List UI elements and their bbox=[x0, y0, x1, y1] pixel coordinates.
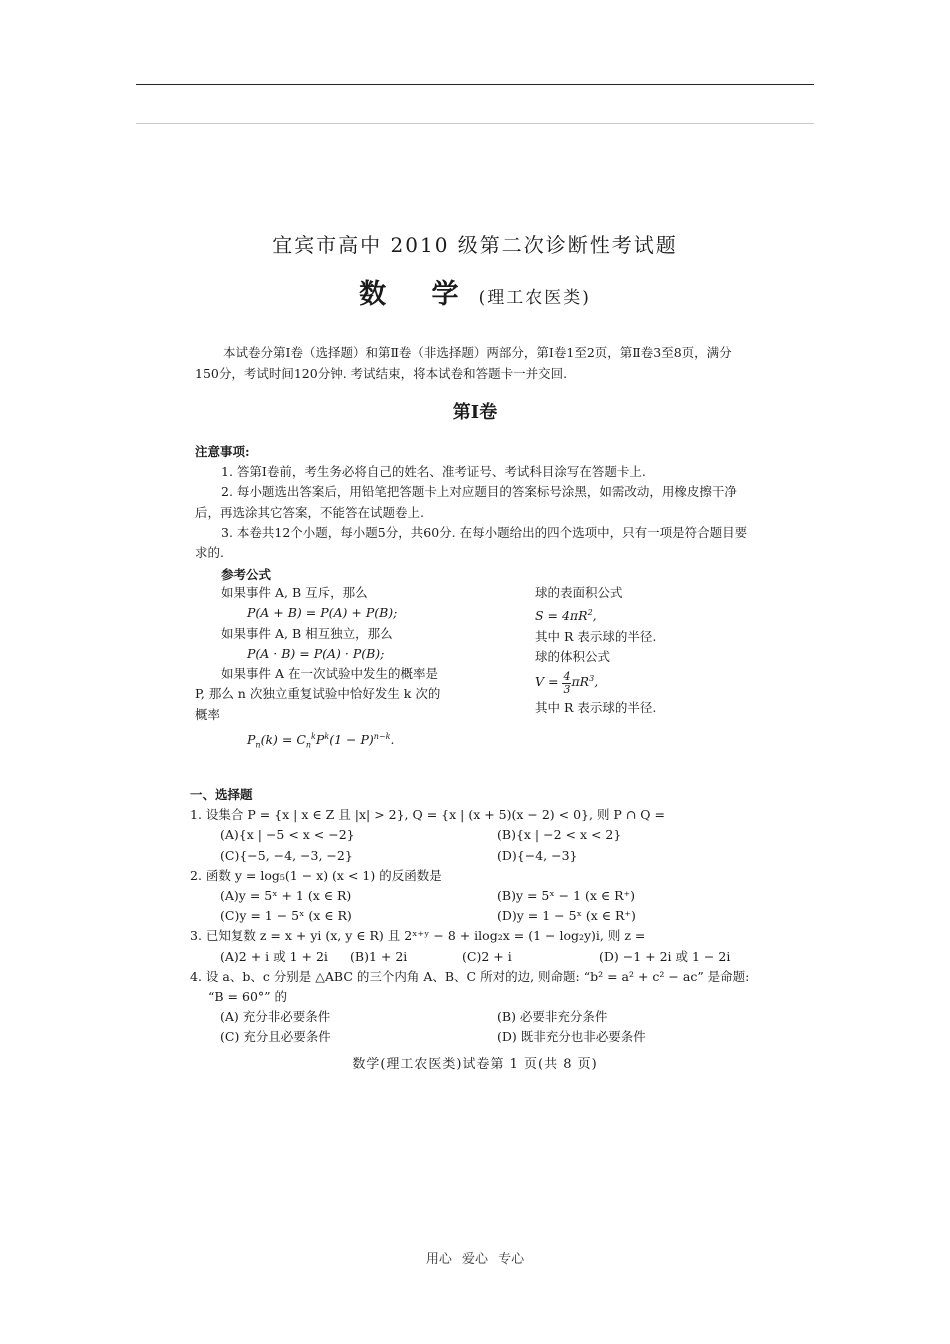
formula-text: (k) = C bbox=[260, 732, 306, 748]
formula-line: P(A + B) = P(A) + P(B); bbox=[247, 605, 398, 621]
option-d: (D) 既非充分也非必要条件 bbox=[497, 1029, 646, 1045]
section-title: 一、选择题 bbox=[190, 787, 253, 802]
formula-line: 其中 R 表示球的半径. bbox=[535, 628, 657, 644]
formula-text: . bbox=[390, 732, 395, 748]
formula-text: , bbox=[594, 674, 599, 690]
formula-sup: k bbox=[311, 732, 316, 742]
formula-line: 其中 R 表示球的半径. bbox=[535, 699, 657, 715]
question-1 bbox=[190, 805, 760, 866]
option-a: (A)2 + i 或 1 + 2i bbox=[220, 948, 328, 964]
exam-title: 宜宾市高中 2010 级第二次诊断性考试题 bbox=[272, 233, 678, 257]
question-2 bbox=[190, 866, 760, 927]
fraction-denominator: 3 bbox=[563, 682, 571, 696]
subject-name: 数 学 bbox=[359, 279, 477, 310]
formula-line: 概率 bbox=[195, 706, 221, 722]
option-d: (D)y = 1 − 5ˣ (x ∈ R⁺) bbox=[497, 908, 636, 924]
page-slogan: 用心 爱心 专心 bbox=[425, 1252, 525, 1267]
question-options bbox=[190, 825, 760, 865]
top-rule bbox=[136, 84, 814, 85]
option-c: (C) 充分且必要条件 bbox=[220, 1029, 331, 1045]
formula-text: , bbox=[592, 608, 597, 624]
option-c: (C)2 + i bbox=[462, 948, 512, 964]
page-footer: 数学(理工农医类)试卷第 1 页(共 8 页) bbox=[352, 1057, 598, 1072]
exam-intro: 本试卷分第Ⅰ卷（选择题）和第Ⅱ卷（非选择题）两部分，第Ⅰ卷1至2页，第Ⅱ卷3至8页，满分150分，考试时间120分钟. 考试结束，将本试卷和答题卡一并交回. bbox=[195, 345, 732, 381]
question-options bbox=[190, 886, 760, 926]
option-d: (D) −1 + 2i 或 1 − 2i bbox=[599, 948, 731, 964]
formula-sup: 2 bbox=[587, 608, 593, 618]
formula-sup: k bbox=[324, 732, 330, 742]
option-c: (C)y = 1 − 5ˣ (x ∈ R) bbox=[220, 908, 352, 924]
notes-heading: 注意事项: bbox=[195, 444, 250, 459]
question-stem-continued: “B = 60°” 的 bbox=[208, 989, 288, 1005]
surface-area-formula bbox=[535, 603, 755, 626]
question-stem: 1. 设集合 P = {x | x ∈ Z 且 |x| > 2}, Q = {x | (x + 5)(x − 2) < 0}, 则 P ∩ Q = bbox=[190, 807, 665, 823]
formula-text: V = bbox=[535, 674, 563, 690]
formula-text: πR bbox=[571, 674, 590, 690]
probability-formulas bbox=[195, 583, 475, 756]
option-c: (C){−5, −4, −3, −2} bbox=[220, 847, 353, 863]
question-stem: 4. 设 a、b、c 分别是 △ABC 的三个内角 A、B、C 所对的边, 则命题: “b² = a² + c² − ac” 是命题: bbox=[190, 968, 750, 984]
option-a: (A){x | −5 < x < −2} bbox=[220, 827, 355, 843]
formula-line: 如果事件 A, B 相互独立，那么 bbox=[221, 625, 393, 641]
formula-sup: 3 bbox=[589, 674, 595, 684]
formulas-title: 参考公式 bbox=[221, 567, 272, 582]
option-b: (B)y = 5ˣ − 1 (x ∈ R⁺) bbox=[497, 888, 636, 904]
formula-sup: n−k bbox=[373, 732, 391, 742]
volume-title: 第Ⅰ卷 bbox=[452, 402, 498, 423]
multiple-choice-section bbox=[190, 785, 760, 1048]
fraction-numerator: 4 bbox=[563, 669, 571, 683]
option-a: (A) 充分非必要条件 bbox=[220, 1009, 331, 1025]
question-3 bbox=[190, 926, 760, 966]
question-options bbox=[190, 947, 760, 967]
formula-text: P bbox=[315, 732, 325, 748]
formula-line: 如果事件 A, B 互斥，那么 bbox=[221, 585, 368, 600]
question-4 bbox=[190, 967, 760, 1048]
formula-line: 球的表面积公式 bbox=[535, 585, 623, 600]
formula-sub: n bbox=[305, 740, 312, 750]
option-b: (B)1 + 2i bbox=[350, 948, 408, 964]
option-b: (B){x | −2 < x < 2} bbox=[497, 827, 622, 843]
formula-line: P, 那么 n 次独立重复试验中恰好发生 k 次的 bbox=[195, 686, 441, 702]
question-options bbox=[190, 1007, 760, 1047]
secondary-rule bbox=[136, 123, 814, 124]
formula-text: (1 − P) bbox=[329, 732, 374, 748]
formula-line: P(A · B) = P(A) · P(B); bbox=[247, 645, 385, 661]
notes-section bbox=[195, 442, 755, 563]
formula-text: S = 4πR bbox=[535, 608, 588, 624]
option-d: (D){−4, −3} bbox=[497, 847, 578, 863]
volume-formula bbox=[535, 669, 755, 695]
note-item: 2. 每小题选出答案后，用铅笔把答题卡上对应题目的答案标号涂黑，如需改动，用橡皮擦干净后，再选涂其它答案，不能答在试题卷上. bbox=[195, 484, 737, 520]
sphere-formulas bbox=[535, 583, 755, 718]
binomial-formula bbox=[195, 727, 475, 756]
formula-sub: n bbox=[255, 740, 261, 750]
formula-line: 如果事件 A 在一次试验中发生的概率是 bbox=[221, 666, 438, 682]
formula-text: P bbox=[247, 732, 256, 748]
note-item: 3. 本卷共12个小题，每小题5分，共60分. 在每小题给出的四个选项中，只有一项是符合题目要求的. bbox=[195, 524, 748, 561]
formula-line: 球的体积公式 bbox=[535, 649, 611, 665]
note-item: 1. 答第Ⅰ卷前，考生务必将自己的姓名、准考证号、考试科目涂写在答题卡上. bbox=[221, 464, 646, 480]
question-stem: 3. 已知复数 z = x + yi (x, y ∈ R) 且 2ˣ⁺ʸ − 8 + ilog₂x = (1 − log₂y)i, 则 z = bbox=[190, 928, 646, 944]
subject-line bbox=[0, 272, 950, 311]
subject-track: (理工农医类) bbox=[478, 288, 591, 308]
question-stem: 2. 函数 y = log₅(1 − x) (x < 1) 的反函数是 bbox=[190, 867, 442, 883]
option-a: (A)y = 5ˣ + 1 (x ∈ R) bbox=[220, 888, 352, 904]
option-b: (B) 必要非充分条件 bbox=[497, 1009, 608, 1025]
